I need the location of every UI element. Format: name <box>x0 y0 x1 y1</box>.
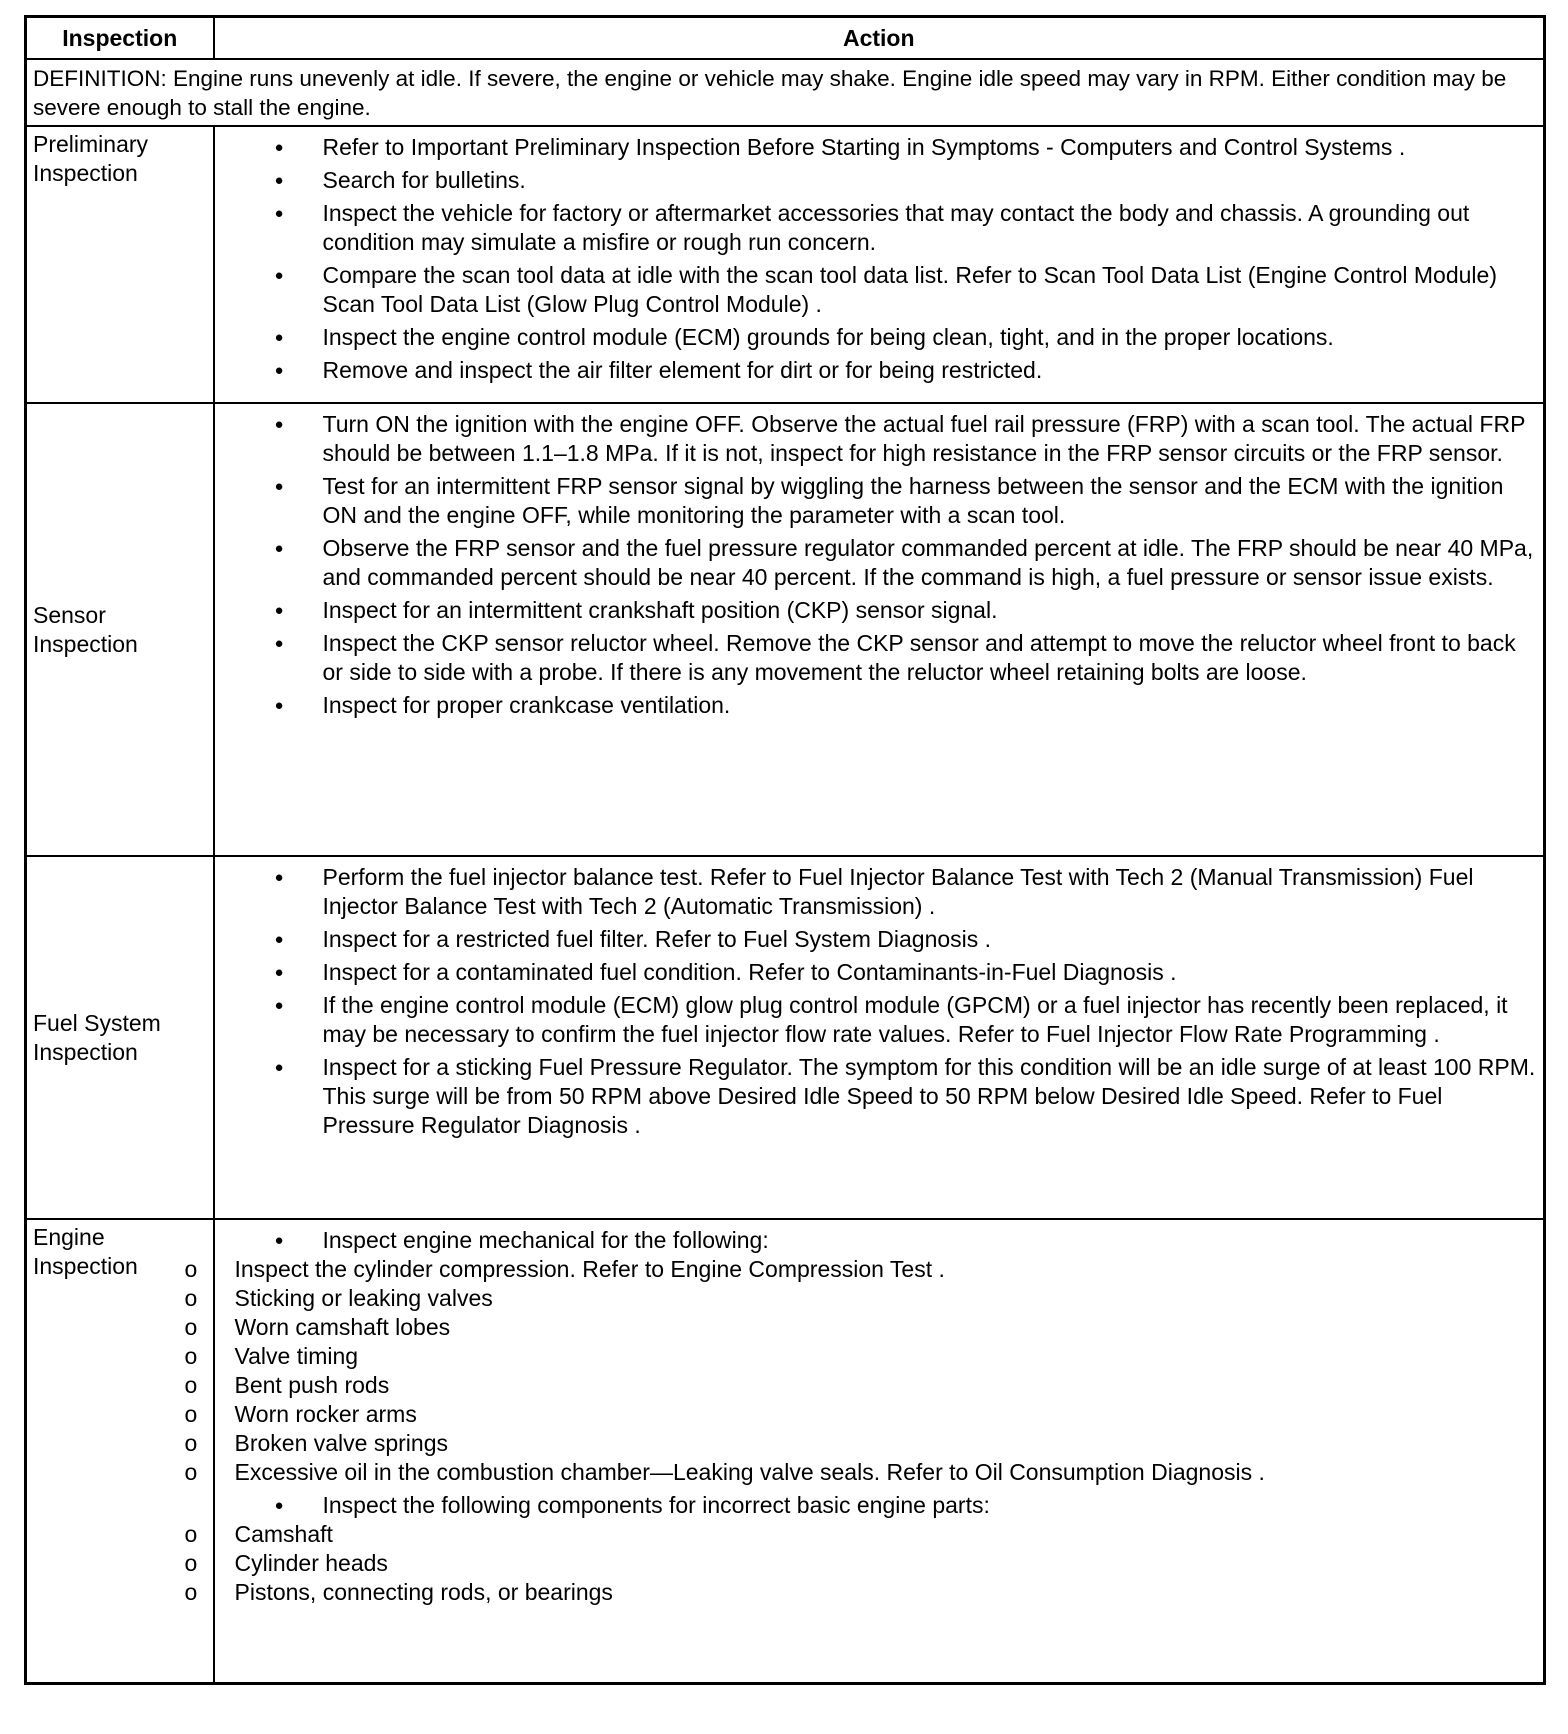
table-row <box>26 126 1545 403</box>
table-row <box>26 1219 1545 1683</box>
definition-text: DEFINITION: Engine runs unevenly at idle. If severe, the engine or vehicle may shake. Engine idle speed may vary in RPM. Either condition may be severe enough to stall the engine. <box>26 59 1545 126</box>
list-item: ● Inspect for a contaminated fuel condition. Refer to Contaminants-in-Fuel Diagnosis . <box>27 958 1544 987</box>
header-action: Action <box>214 17 1545 60</box>
list-item: ● Inspect for a restricted fuel filter. Refer to Fuel System Diagnosis . <box>27 925 1544 954</box>
list-item: ● Observe the FRP sensor and the fuel pressure regulator commanded percent at idle. The FRP should be near 40 MPa, and commanded percent should be near 40 percent. If the command is high, a fuel pressure or sensor issue exists. <box>27 534 1544 592</box>
sub-list-item: o Sticking or leaking valves <box>0 1284 1537 1313</box>
list-item: ● Search for bulletins. <box>27 166 1544 195</box>
sub-list-item: o Inspect the cylinder compression. Refer to Engine Compression Test . <box>0 1255 1537 1284</box>
row-action-preliminary-inspection <box>214 126 1545 403</box>
list-item: ● Perform the fuel injector balance test. Refer to Fuel Injector Balance Test with Tech 2 (Manual Transmission) Fuel Injector Balance Test with Tech 2 (Automatic Transmission) . <box>27 863 1544 921</box>
row-action-fuel-system-inspection <box>214 856 1545 1219</box>
list-item: ● Turn ON the ignition with the engine OFF. Observe the actual fuel rail pressure (FRP) with a scan tool. The actual FRP should be between 1.1–1.8 MPa. If it is not, inspect for high resistance in the FRP sensor circuits or the FRP sensor. <box>27 410 1544 468</box>
list-item: ● Remove and inspect the air filter element for dirt or for being restricted. <box>27 356 1544 385</box>
sub-list-item: o Camshaft <box>0 1520 1537 1549</box>
list-item-text: Inspect engine mechanical for the following: <box>322 1227 769 1253</box>
row-label-preliminary-inspection: Preliminary Inspection <box>26 126 214 403</box>
sub-list-item: o Worn camshaft lobes <box>0 1313 1537 1342</box>
sub-list-item: o Broken valve springs <box>0 1429 1537 1458</box>
sub-list-item: o Excessive oil in the combustion chamber—Leaking valve seals. Refer to Oil Consumption Diagnosis . <box>0 1458 1537 1487</box>
table-row <box>26 856 1545 1219</box>
definition-row <box>26 59 1545 126</box>
list-item: ● Inspect the vehicle for factory or aftermarket accessories that may contact the body and chassis. A grounding out condition may simulate a misfire or rough run concern. <box>27 199 1544 257</box>
row-label-fuel-system-inspection: Fuel System Inspection <box>26 856 214 1219</box>
row-label-sensor-inspection: Sensor Inspection <box>26 403 214 856</box>
list-item: ● Compare the scan tool data at idle with the scan tool data list. Refer to Scan Tool Data List (Engine Control Module) Scan Tool Data List (Glow Plug Control Module) . <box>27 261 1544 319</box>
list-item: ● Inspect for an intermittent crankshaft position (CKP) sensor signal. <box>27 596 1544 625</box>
sub-list-item: o Cylinder heads <box>0 1549 1537 1578</box>
sub-list-item: o Pistons, connecting rods, or bearings <box>0 1578 1537 1607</box>
sub-list-item: o Valve timing <box>0 1342 1537 1371</box>
sub-list-item: o Bent push rods <box>0 1371 1537 1400</box>
list-item: ● If the engine control module (ECM) glow plug control module (GPCM) or a fuel injector has recently been replaced, it may be necessary to confirm the fuel injector flow rate values. Refer to Fuel Injector Flow Rate Programming . <box>27 991 1544 1049</box>
row-action-engine-inspection <box>214 1219 1545 1683</box>
diagnostic-document <box>24 15 1546 1685</box>
table-header-row <box>26 17 1545 60</box>
list-item: ● Refer to Important Preliminary Inspection Before Starting in Symptoms - Computers and Control Systems . <box>27 133 1544 162</box>
row-action-sensor-inspection <box>214 403 1545 856</box>
rough-idle-diagnostic-table <box>24 15 1546 1685</box>
row-label-engine-inspection: Engine Inspection <box>26 1219 214 1683</box>
list-item <box>27 1226 1544 1487</box>
list-item: ● Inspect the engine control module (ECM) grounds for being clean, tight, and in the proper locations. <box>27 323 1544 352</box>
list-item <box>27 1491 1544 1607</box>
sub-list-item: o Worn rocker arms <box>0 1400 1537 1429</box>
list-item-text: Inspect the following components for incorrect basic engine parts: <box>322 1492 990 1518</box>
list-item: ● Test for an intermittent FRP sensor signal by wiggling the harness between the sensor and the ECM with the ignition ON and the engine OFF, while monitoring the parameter with a scan tool. <box>27 472 1544 530</box>
list-item: ● Inspect for proper crankcase ventilation. <box>27 691 1544 720</box>
header-inspection: Inspection <box>26 17 214 60</box>
list-item: ● Inspect the CKP sensor reluctor wheel. Remove the CKP sensor and attempt to move the reluctor wheel front to back or side to side with a probe. If there is any movement the reluctor wheel retaining bolts are loose. <box>27 629 1544 687</box>
list-item: ● Inspect for a sticking Fuel Pressure Regulator. The symptom for this condition will be an idle surge of at least 100 RPM. This surge will be from 50 RPM above Desired Idle Speed to 50 RPM below Desired Idle Speed. Refer to Fuel Pressure Regulator Diagnosis . <box>27 1053 1544 1140</box>
table-row <box>26 403 1545 856</box>
